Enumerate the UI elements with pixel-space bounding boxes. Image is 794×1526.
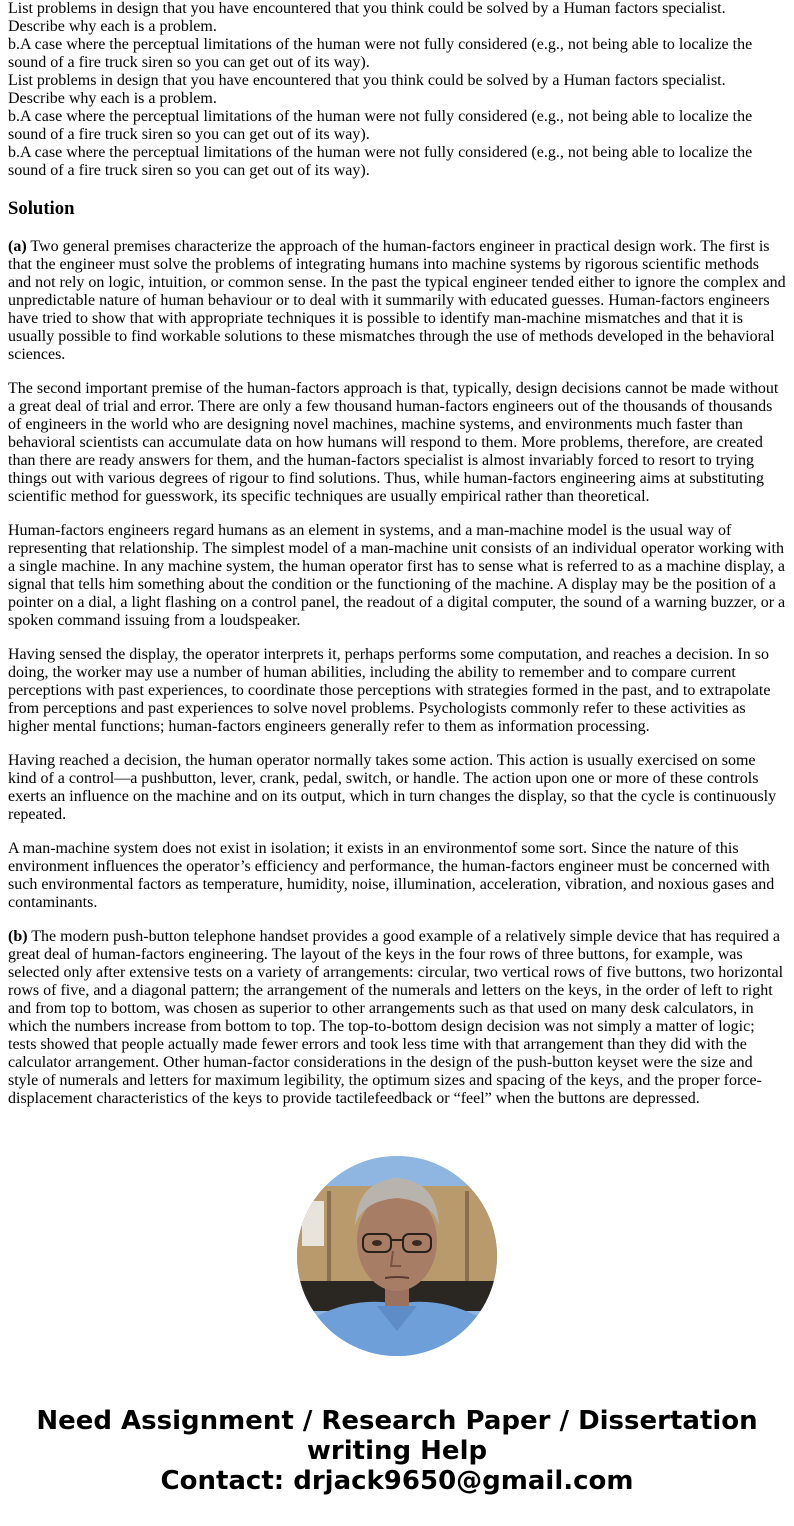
solution-paragraph — [8, 646, 786, 736]
promo-line-2: writing Help — [306, 1436, 488, 1466]
part-label: (b) — [8, 928, 28, 945]
avatar — [297, 1156, 497, 1356]
promo-banner — [8, 1406, 786, 1526]
solution-paragraph — [8, 752, 786, 824]
avatar-container — [8, 1156, 786, 1356]
paragraph-text: Having reached a decision, the human operator normally takes some action. This action is usually exercised on some kind of a control—a pushbutton, lever, crank, pedal, switch, or handle. The action upon one or more of these controls exerts an influence on the machine and on its output, which in turn changes the display, so that the cycle is continuously repeated. — [8, 752, 777, 823]
paragraph-text: Two general premises characterize the approach of the human-factors engineer in practical design work. The first is that the engineer must solve the problems of integrating humans into machine systems by rigorous scientific methods and not rely on logic, intuition, or common sense. In the past the typical engineer tended either to ignore the complex and unpredictable nature of human behaviour or to deal with it summarily with educated guesses. Human-factors engineers have tried to show that with appropriate techniques it is possible to identify man-machine mismatches and that it is usually possible to find workable solutions to these mismatches through the use of methods developed in the behavioral sciences. — [8, 238, 786, 363]
question-block — [8, 0, 786, 180]
paragraph-text: Having sensed the display, the operator interprets it, perhaps performs some computation, and reaches a decision. In so doing, the worker may use a number of human abilities, including the ability to remember and to compare current perceptions with past experiences, to coordinate those perceptions with strategies formed in the past, and to extrapolate from perceptions and past experiences to solve novel problems. Psychologists commonly refer to these activities as higher mental functions; human-factors engineers generally refer to them as information processing. — [8, 646, 771, 735]
paragraph-text: The modern push-button telephone handset provides a good example of a relatively simple device that has required a great deal of human-factors engineering. The layout of the keys in the four rows of three buttons, for example, was selected only after extensive tests on a variety of arrangements: circular, two vertical rows of five buttons, two horizontal rows of five, and a diagonal pattern; the arrangement of the numerals and letters on the keys, in the order of left to right and from top to bottom, was chosen as superior to other arrangements such as that used on many desk calculators, in which the numbers increase from bottom to top. The top-to-bottom design decision was not simply a matter of logic; tests showed that people actually made fewer errors and took less time with that arrangement than they did with the calculator arrangement. Other human-factor considerations in the design of the push-button keyset were the size and style of numerals and letters for maximum legibility, the optimum sizes and spacing of the keys, and the proper force-displacement characteristics of the keys to provide tactilefeedback or “feel” when the buttons are depressed. — [8, 928, 784, 1107]
solution-paragraph-a — [8, 238, 786, 364]
part-label: (a) — [8, 238, 27, 255]
question-line: List problems in design that you have encountered that you think could be solved by a Human factors specialist. Describe why each is a problem. — [8, 0, 726, 35]
paragraph-text: A man-machine system does not exist in isolation; it exists in an environmentof some sort. Since the nature of this environment influences the operator’s efficiency and performance, the human-factors engineer must be concerned with such environmental factors as temperature, humidity, noise, illumination, acceleration, vibration, and noxious gases and contaminants. — [8, 840, 775, 911]
question-line: b.A case where the perceptual limitations of the human were not fully considered (e.g., not being able to localize the sound of a fire truck siren so you can get out of its way). — [8, 144, 753, 179]
question-line: b.A case where the perceptual limitations of the human were not fully considered (e.g., not being able to localize the sound of a fire truck siren so you can get out of its way). — [8, 36, 753, 71]
person-photo-icon — [297, 1156, 497, 1356]
question-line: b.A case where the perceptual limitations of the human were not fully considered (e.g., not being able to localize the sound of a fire truck siren so you can get out of its way). — [8, 108, 753, 143]
solution-paragraph — [8, 380, 786, 506]
solution-heading: Solution — [8, 198, 75, 219]
promo-line-1: Need Assignment / Research Paper / Dissertation — [36, 1406, 758, 1436]
solution-paragraph-b — [8, 928, 786, 1108]
question-line: List problems in design that you have encountered that you think could be solved by a Human factors specialist. Describe why each is a problem. — [8, 72, 726, 107]
paragraph-text: The second important premise of the human-factors approach is that, typically, design decisions cannot be made without a great deal of trial and error. There are only a few thousand human-factors engineers out of the thousands of thousands of engineers in the world who are designing novel machines, machine systems, and environments much faster than behavioral scientists can accumulate data on how humans will respond to them. More problems, therefore, are created than there are ready answers for them, and the human-factors specialist is almost invariably forced to resort to trying things out with various degrees of rigour to find solutions. Thus, while human-factors engineering aims at substituting scientific method for guesswork, its specific techniques are usually empirical rather than theoretical. — [8, 380, 779, 505]
paragraph-text: Human-factors engineers regard humans as an element in systems, and a man-machine model is the usual way of representing that relationship. The simplest model of a man-machine unit consists of an individual operator working with a single machine. In any machine system, the human operator first has to sense what is referred to as a machine display, a signal that tells him something about the condition or the functioning of the machine. A display may be the position of a pointer on a dial, a light flashing on a control panel, the readout of a digital computer, the sound of a warning buzzer, or a spoken command issuing from a loudspeaker. — [8, 522, 786, 629]
solution-paragraph — [8, 840, 786, 912]
solution-body — [8, 238, 786, 1108]
solution-paragraph — [8, 522, 786, 630]
promo-contact: Contact: drjack9650@gmail.com — [160, 1466, 634, 1496]
